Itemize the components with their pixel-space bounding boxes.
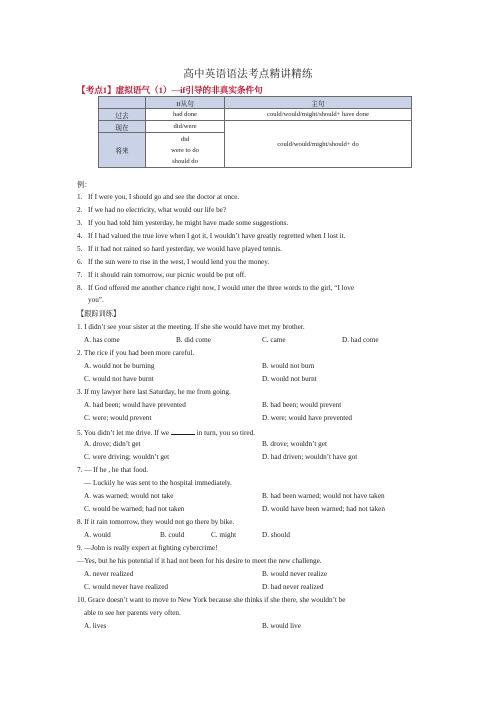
question-8-option-c[interactable]: C. might — [211, 531, 237, 539]
example-text: If it should rain tomorrow, our picnic would be put off. — [88, 271, 246, 279]
question-3-stem: 3. If my lawyer here last Saturday, he me from going. — [77, 388, 231, 396]
question-10-option-a[interactable]: A. lives — [84, 622, 107, 630]
table-header-if: If从句 — [146, 97, 225, 109]
table-label-future: 将来 — [99, 133, 146, 168]
question-8-option-d[interactable]: D. should — [262, 531, 290, 539]
example-text: If I had valued the true love when I got it, I wouldn’t have greatly regretted when I lost it. — [88, 232, 346, 240]
question-5-stem — [77, 427, 255, 438]
question-5-option-b[interactable]: B. drove; wouldn’t get — [262, 440, 327, 448]
future-if-line: did — [180, 135, 190, 143]
table-row-past — [99, 109, 412, 121]
example-number: 6. — [77, 258, 83, 266]
question-7-option-c[interactable]: C. would be warned; had not taken — [84, 505, 185, 513]
page-title: 高中英语语法考点精讲精练 — [183, 69, 313, 80]
question-7-reply: — Luckily he was sent to the hospital immediately. — [84, 479, 232, 487]
question-9-option-d[interactable]: D. had never realized — [262, 583, 324, 591]
question-3-option-c[interactable]: C. were; would prevent — [84, 414, 152, 422]
question-10-option-b[interactable]: B. would live — [262, 622, 301, 630]
question-7-option-a[interactable]: A. was warned; would not take — [84, 492, 174, 500]
example-number: 3. — [77, 219, 83, 227]
question-10-stem-continued: able to see her parents very often. — [84, 609, 181, 617]
example-item — [77, 206, 226, 215]
example-number: 7. — [77, 271, 83, 279]
question-1-stem: 1. I didn’t see your sister at the meeting. If she she would have met my brother. — [77, 323, 305, 331]
table-label-present: 现在 — [99, 121, 146, 133]
example-number: 8. — [77, 284, 83, 292]
examples-label: 例： — [77, 181, 92, 189]
question-3-option-b[interactable]: B. had been; would prevent — [262, 401, 342, 409]
example-item — [77, 193, 239, 202]
question-5-option-c[interactable]: C. were driving; wouldn’t get — [84, 453, 170, 461]
example-text: If the sun were to rise in the west, I would lend you the money. — [88, 258, 270, 266]
example-text: If it had not rained so hard yesterday, we would have played tennis. — [88, 245, 282, 253]
question-2-option-b[interactable]: B. would not burn — [262, 362, 315, 370]
table-label-past: 过去 — [99, 109, 146, 121]
example-item — [77, 271, 246, 280]
example-item — [77, 219, 288, 228]
question-8-option-b[interactable]: B. could — [160, 531, 185, 539]
example-item — [77, 245, 282, 254]
table-cell-past-main: could/would/might/should+ have done — [225, 109, 412, 121]
question-10-stem: 10. Grace doesn’t want to move to New York because she thinks if she there, she wouldn’t be — [77, 596, 346, 604]
example-item — [77, 296, 104, 305]
example-text: If we had no electricity, what would our life be? — [88, 206, 227, 214]
table-cell-future-if — [146, 133, 225, 168]
section-heading: 【考点1】虚拟语气（1）—if引导的非真实条件句 — [77, 85, 263, 95]
practice-label: 【跟踪训练】 — [77, 310, 121, 318]
example-text: If you had told him yesterday, he might have made some suggestions. — [88, 219, 289, 227]
question-2-stem: 2. The rice if you had been more careful. — [77, 349, 195, 357]
example-text: If I were you, I should go and see the doctor at once. — [88, 193, 240, 201]
question-5-stem-part: in turn, you so tired. — [194, 429, 255, 437]
table-cell-main-present-future: could/would/might/should+ do — [225, 121, 412, 168]
question-1-option-b[interactable]: B. did come — [176, 336, 211, 344]
question-9-option-b[interactable]: B. would never realize — [262, 570, 328, 578]
example-number: 1. — [77, 193, 83, 201]
table-row-present — [99, 121, 412, 133]
question-7-option-d[interactable]: D. would have been warned; had not taken — [262, 505, 385, 513]
table-header-main: 主句 — [225, 97, 412, 109]
table-cell-past-if: had done — [146, 109, 225, 121]
example-number: 2. — [77, 206, 83, 214]
question-3-option-a[interactable]: A. had been; would have prevented — [84, 401, 186, 409]
question-2-option-a[interactable]: A. would not be burning — [84, 362, 155, 370]
question-9-option-a[interactable]: A. never realized — [84, 570, 134, 578]
question-7-option-b[interactable]: B. had been warned; would not have taken — [262, 492, 385, 500]
question-5-stem-part: 5. You didn’t let me drive. If we — [77, 429, 171, 437]
future-if-line: should do — [172, 157, 198, 165]
example-number: 4. — [77, 232, 83, 240]
question-8-stem: 8. If it rain tomorrow, they would not go there by bike. — [77, 518, 235, 526]
table-header-row — [99, 97, 412, 109]
question-1-option-a[interactable]: A. has come — [84, 336, 120, 344]
future-if-line: were to do — [171, 146, 199, 154]
question-9-stem: 9. —John is really expert at fighting cybercrime! — [77, 544, 218, 552]
question-8-option-a[interactable]: A. would — [84, 531, 111, 539]
example-item — [77, 258, 269, 267]
answer-blank-line — [171, 427, 195, 435]
example-number: 5. — [77, 245, 83, 253]
question-5-option-d[interactable]: D. had driven; wouldn’t have got — [262, 453, 358, 461]
example-item — [77, 232, 346, 241]
question-2-option-d[interactable]: D. would not burnt — [262, 375, 317, 383]
question-9-option-c[interactable]: C. would never have realized — [84, 583, 169, 591]
example-item — [77, 284, 354, 293]
grammar-table — [98, 96, 412, 168]
question-3-option-d[interactable]: D. were; would have prevented — [262, 414, 353, 422]
question-9-reply: —Yes, but he his potential if it had not been for his desire to meet the new challenge. — [77, 557, 322, 565]
example-text: you”. — [88, 296, 104, 304]
question-1-option-c[interactable]: C. came — [262, 336, 286, 344]
question-1-option-d[interactable]: D. had come — [342, 336, 379, 344]
example-text: If God offered me another chance right now, I would utter the three words to the girl, “I love — [88, 284, 355, 292]
table-corner-cell — [99, 97, 146, 109]
table-cell-present-if: did/were — [146, 121, 225, 133]
question-7-stem: 7. — If he , he that food. — [77, 466, 149, 474]
question-5-option-a[interactable]: A. drove; didn’t get — [84, 440, 141, 448]
question-2-option-c[interactable]: C. would not have burnt — [84, 375, 154, 383]
